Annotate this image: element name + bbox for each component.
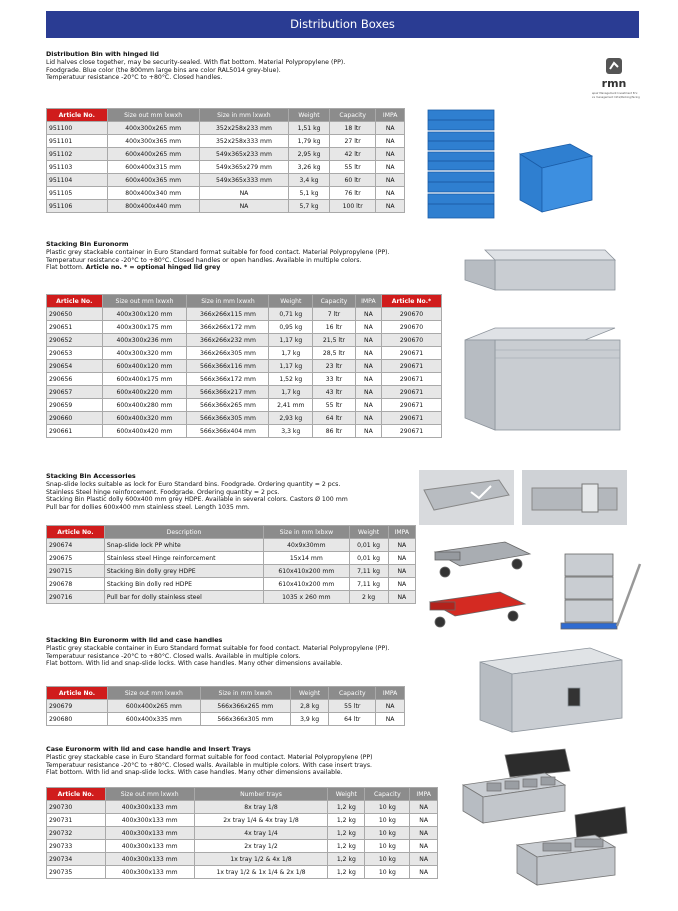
table-cell: 290732: [47, 827, 106, 840]
table-cell: 352x258x333 mm: [199, 135, 288, 148]
table-cell: 1x tray 1/2 & 4x 1/8: [194, 853, 327, 866]
company-logo: [592, 58, 642, 102]
table-row: [47, 174, 405, 187]
col-header: Article No.: [47, 687, 108, 700]
table-header-row: [47, 109, 405, 122]
table-cell: 86 ltr: [313, 425, 356, 438]
table-cell: 610x410x200 mm: [264, 565, 349, 578]
table-cell: 951101: [47, 135, 108, 148]
table-header-row: [47, 295, 442, 308]
table-cell: 1,2 kg: [328, 853, 365, 866]
table-cell: NA: [410, 840, 438, 853]
table-cell: 290670: [382, 334, 442, 347]
table-cell: 4x tray 1/4: [194, 827, 327, 840]
table-cell: 290670: [382, 321, 442, 334]
table-cell: 290730: [47, 801, 106, 814]
col-header: Size out mm lxwxh: [107, 109, 199, 122]
col-header: IMPA: [410, 788, 438, 801]
section-title: Stacking Bin Euronorm: [46, 240, 129, 248]
section-lid-case-handles: [46, 636, 446, 668]
table-row: [47, 591, 416, 604]
table-row: [47, 187, 405, 200]
table-cell: 290675: [47, 552, 105, 565]
table-cell: 23 ltr: [313, 360, 356, 373]
table-cell: 27 ltr: [329, 135, 375, 148]
table-cell: 951100: [47, 122, 108, 135]
section-description: Plastic grey stackable container in Euro Standard format suitable for food contact. Material Polypropylene (PP). Temperatuur resistance -20°C to +80°C. Closed walls. Available in multiple colors. Flat bottom. With lid and snap-slide locks. With case handles. Many other dimensions available.: [46, 645, 390, 667]
table-cell: Stacking Bin dolly red HDPE: [104, 578, 263, 591]
table-cell: 600x400x175 mm: [102, 373, 187, 386]
table-cell: 610x410x200 mm: [264, 578, 349, 591]
table-cell: 600x400x335 mm: [107, 713, 200, 726]
table-cell: 400x300x133 mm: [105, 814, 194, 827]
table-cell: 290671: [382, 412, 442, 425]
table-row: [47, 122, 405, 135]
table-cell: NA: [388, 578, 415, 591]
table-cell: NA: [376, 135, 405, 148]
table-cell: NA: [355, 360, 381, 373]
col-header: Article No.: [47, 526, 105, 539]
section-accessories: [46, 472, 446, 511]
table-cell: 600x400x280 mm: [102, 399, 187, 412]
table-cell: 5,7 kg: [289, 200, 330, 213]
table-cell: 549x365x233 mm: [199, 148, 288, 161]
table-row: [47, 578, 416, 591]
table-cell: Snap-slide lock PP white: [104, 539, 263, 552]
table-cell: NA: [388, 565, 415, 578]
section-description: Plastic grey stackable case in Euro Standard format suitable for food contact. Material Polypropylene (PP) Temperatuur resistance -20°C to +80°C. Closed walls. Available in multiple colors. With case insert trays. Flat bottom. With lid and snap-slide locks. With case handles. Many other dimensions available.: [46, 754, 373, 776]
section-title: Stacking Bin Euronorm with lid and case handles: [46, 636, 223, 644]
table-cell: Stainless steel Hinge reinforcement: [104, 552, 263, 565]
table-cell: NA: [355, 321, 381, 334]
table-distribution-bin: [46, 108, 405, 213]
table-cell: 566x366x305 mm: [187, 412, 269, 425]
snap-slide-lock-image: [419, 470, 514, 529]
table-cell: 1,17 kg: [269, 334, 313, 347]
table-cell: 290654: [47, 360, 103, 373]
table-cell: 951102: [47, 148, 108, 161]
table-cell: 290679: [47, 700, 108, 713]
table-cell: 5,1 kg: [289, 187, 330, 200]
table-cell: 400x300x133 mm: [105, 853, 194, 866]
col-header: Size in mm lxwxh: [200, 687, 290, 700]
table-cell: 290657: [47, 386, 103, 399]
table-cell: 1,2 kg: [328, 801, 365, 814]
table-cell: 800x400x340 mm: [107, 187, 199, 200]
table-cell: NA: [355, 399, 381, 412]
table-row: [47, 200, 405, 213]
table-cell: 400x300x133 mm: [105, 801, 194, 814]
grey-case-with-handles-image: [470, 640, 630, 742]
table-row: [47, 399, 442, 412]
table-row: [47, 161, 405, 174]
table-cell: 290671: [382, 360, 442, 373]
table-cell: 1,2 kg: [328, 840, 365, 853]
table-cell: 290659: [47, 399, 103, 412]
table-cell: 600x400x320 mm: [102, 412, 187, 425]
table-cell: 2,93 kg: [269, 412, 313, 425]
table-cell: 42 ltr: [329, 148, 375, 161]
table-cell: 16 ltr: [313, 321, 356, 334]
table-cell: 290716: [47, 591, 105, 604]
table-cell: 290735: [47, 866, 106, 879]
table-cell: 290661: [47, 425, 103, 438]
table-cell: 10 kg: [365, 853, 410, 866]
table-cell: 566x366x116 mm: [187, 360, 269, 373]
table-cell: NA: [388, 591, 415, 604]
table-cell: 2x tray 1/2: [194, 840, 327, 853]
table-cell: NA: [410, 814, 438, 827]
section-description: Lid halves close together, may be security-sealed. With flat bottom. Material Polypropylene (PP). Foodgrade. Blue color (the 800mm large bins are color RAL5014 grey-blue). Temperatuur resistance -20°C to +80°C. Closed handles.: [46, 59, 346, 81]
table-header-row: [47, 687, 405, 700]
table-cell: 400x300x175 mm: [102, 321, 187, 334]
table-insert-trays: [46, 787, 438, 879]
table-header-row: [47, 526, 416, 539]
table-cell: 600x400x365 mm: [107, 174, 199, 187]
table-cell: 10 kg: [365, 866, 410, 879]
table-cell: 290653: [47, 347, 103, 360]
table-cell: NA: [376, 148, 405, 161]
table-cell: 400x300x133 mm: [105, 866, 194, 879]
table-cell: 566x366x404 mm: [187, 425, 269, 438]
table-cell: 2x tray 1/4 & 4x tray 1/8: [194, 814, 327, 827]
logo-mark: rmn: [601, 77, 627, 90]
table-row: [47, 539, 416, 552]
table-cell: 400x300x120 mm: [102, 308, 187, 321]
table-cell: 55 ltr: [329, 161, 375, 174]
blue-distribution-bins-image: [420, 104, 600, 228]
table-cell: 566x366x265 mm: [187, 399, 269, 412]
table-row: [47, 853, 438, 866]
table-cell: 290650: [47, 308, 103, 321]
table-row: [47, 552, 416, 565]
table-cell: 566x366x305 mm: [200, 713, 290, 726]
table-cell: 352x258x233 mm: [199, 122, 288, 135]
table-cell: 290671: [382, 373, 442, 386]
table-cell: 400x300x365 mm: [107, 135, 199, 148]
table-row: [47, 148, 405, 161]
table-cell: NA: [376, 174, 405, 187]
table-cell: 400x300x236 mm: [102, 334, 187, 347]
table-cell: 21,5 ltr: [313, 334, 356, 347]
col-header: Article No.: [47, 295, 103, 308]
table-cell: 600x400x315 mm: [107, 161, 199, 174]
table-cell: 366x266x232 mm: [187, 334, 269, 347]
table-lid-case-handles: [46, 686, 405, 726]
table-cell: NA: [410, 866, 438, 879]
table-cell: 290656: [47, 373, 103, 386]
table-cell: 1,17 kg: [269, 360, 313, 373]
col-header: Weight: [349, 526, 388, 539]
section-title: Case Euronorm with lid and case handle and Insert Trays: [46, 745, 251, 753]
table-cell: NA: [355, 347, 381, 360]
table-row: [47, 713, 405, 726]
table-cell: 549x365x279 mm: [199, 161, 288, 174]
table-cell: 0,95 kg: [269, 321, 313, 334]
table-cell: 366x266x115 mm: [187, 308, 269, 321]
table-cell: 3,26 kg: [289, 161, 330, 174]
table-cell: 8x tray 1/8: [194, 801, 327, 814]
col-header: Capacity: [329, 109, 375, 122]
table-row: [47, 814, 438, 827]
col-header: Capacity: [365, 788, 410, 801]
dollies-and-pull-bar-image: [425, 534, 650, 640]
table-cell: 3,9 kg: [290, 713, 329, 726]
table-accessories: [46, 525, 416, 604]
section-description: Plastic grey stackable container in Euro Standard format suitable for food contact. Material Polypropylene (PP). Temperatuur resistance -20°C to +80°C. Closed handles or open handles. Available in multiple colors. Flat bottom. Article no. * = optional hinged lid grey: [46, 249, 390, 271]
col-header: Weight: [290, 687, 329, 700]
table-cell: 10 kg: [365, 801, 410, 814]
table-cell: 2,8 kg: [290, 700, 329, 713]
section-distribution-bin: [46, 50, 446, 82]
table-cell: NA: [376, 200, 405, 213]
table-cell: 290671: [382, 399, 442, 412]
table-cell: NA: [376, 161, 405, 174]
table-cell: 290670: [382, 308, 442, 321]
table-cell: 290671: [382, 347, 442, 360]
table-cell: 55 ltr: [329, 700, 376, 713]
table-cell: 7,11 kg: [349, 565, 388, 578]
table-cell: 15x14 mm: [264, 552, 349, 565]
col-header: Size out mm lxwxh: [102, 295, 187, 308]
table-cell: 290680: [47, 713, 108, 726]
table-cell: NA: [376, 713, 405, 726]
table-row: [47, 565, 416, 578]
section-stacking-bin: [46, 240, 446, 272]
table-cell: NA: [355, 308, 381, 321]
table-cell: NA: [355, 412, 381, 425]
table-cell: 10 kg: [365, 814, 410, 827]
table-cell: NA: [410, 801, 438, 814]
table-cell: 290733: [47, 840, 106, 853]
table-cell: 600x400x265 mm: [107, 700, 200, 713]
col-header: IMPA: [355, 295, 381, 308]
hinge-reinforcement-image: [522, 470, 627, 529]
table-cell: 1,7 kg: [269, 386, 313, 399]
table-cell: Pull bar for dolly stainless steel: [104, 591, 263, 604]
table-cell: 951104: [47, 174, 108, 187]
table-cell: NA: [355, 386, 381, 399]
table-cell: NA: [355, 334, 381, 347]
table-cell: 3,4 kg: [289, 174, 330, 187]
table-cell: 1,2 kg: [328, 827, 365, 840]
section-title: Distribution Bin with hinged lid: [46, 50, 159, 58]
table-cell: 951106: [47, 200, 108, 213]
table-cell: 600x400x220 mm: [102, 386, 187, 399]
table-cell: 290652: [47, 334, 103, 347]
section-title: Stacking Bin Accessories: [46, 472, 136, 480]
table-cell: 40x9x30mm: [264, 539, 349, 552]
col-header: Size out mm lxwxh: [105, 788, 194, 801]
cases-with-insert-trays-image: [455, 745, 635, 901]
table-header-row: [47, 788, 438, 801]
table-cell: 290715: [47, 565, 105, 578]
table-row: [47, 373, 442, 386]
table-cell: 400x300x265 mm: [107, 122, 199, 135]
table-cell: NA: [410, 853, 438, 866]
table-cell: 566x366x172 mm: [187, 373, 269, 386]
table-cell: 600x400x120 mm: [102, 360, 187, 373]
col-header: IMPA: [376, 687, 405, 700]
table-cell: 43 ltr: [313, 386, 356, 399]
table-cell: 290651: [47, 321, 103, 334]
table-cell: 1035 x 260 mm: [264, 591, 349, 604]
table-cell: NA: [199, 200, 288, 213]
col-header: Article No.*: [382, 295, 442, 308]
table-cell: 7,11 kg: [349, 578, 388, 591]
col-header: IMPA: [388, 526, 415, 539]
table-cell: 566x366x265 mm: [200, 700, 290, 713]
col-header: Article No.: [47, 109, 108, 122]
table-cell: NA: [376, 187, 405, 200]
table-cell: 1,51 kg: [289, 122, 330, 135]
table-cell: 290678: [47, 578, 105, 591]
table-cell: 600x400x420 mm: [102, 425, 187, 438]
col-header: Article No.: [47, 788, 106, 801]
table-cell: 64 ltr: [313, 412, 356, 425]
section-insert-trays: [46, 745, 446, 777]
table-cell: 400x300x320 mm: [102, 347, 187, 360]
table-row: [47, 827, 438, 840]
table-cell: 290660: [47, 412, 103, 425]
table-cell: 10 kg: [365, 827, 410, 840]
table-cell: 2 kg: [349, 591, 388, 604]
table-cell: NA: [199, 187, 288, 200]
col-header: Size in mm lxwxh: [187, 295, 269, 308]
table-row: [47, 425, 442, 438]
table-cell: NA: [388, 552, 415, 565]
table-cell: 0,01 kg: [349, 552, 388, 565]
table-cell: 1,2 kg: [328, 866, 365, 879]
table-cell: 1,2 kg: [328, 814, 365, 827]
table-cell: 951105: [47, 187, 108, 200]
table-cell: 400x300x133 mm: [105, 840, 194, 853]
table-row: [47, 334, 442, 347]
table-cell: 366x266x172 mm: [187, 321, 269, 334]
col-header: Weight: [328, 788, 365, 801]
table-cell: 60 ltr: [329, 174, 375, 187]
table-row: [47, 321, 442, 334]
table-row: [47, 700, 405, 713]
table-cell: 0,01 kg: [349, 539, 388, 552]
table-cell: 1,7 kg: [269, 347, 313, 360]
table-cell: 33 ltr: [313, 373, 356, 386]
page-banner: Distribution Boxes: [46, 11, 639, 38]
table-cell: 10 kg: [365, 840, 410, 853]
table-row: [47, 866, 438, 879]
table-cell: 1,79 kg: [289, 135, 330, 148]
table-cell: 366x266x305 mm: [187, 347, 269, 360]
table-cell: 549x365x333 mm: [199, 174, 288, 187]
table-cell: 3,3 kg: [269, 425, 313, 438]
col-header: Size in mm lxwxh: [199, 109, 288, 122]
table-row: [47, 386, 442, 399]
table-row: [47, 840, 438, 853]
table-cell: 566x366x217 mm: [187, 386, 269, 399]
table-cell: 600x400x265 mm: [107, 148, 199, 161]
col-header: Weight: [269, 295, 313, 308]
section-description: Snap-slide locks suitable as lock for Euro Standard bins. Foodgrade. Ordering quantity = 2 pcs. Stainless Steel hinge reinforcement. Foodgrade. Ordering quantity = 2 pcs. Stacking Bin Plastic dolly 600x400 mm grey HDPE. Available in several colors. Castors Ø 100 mm Pull bar for dollies 600x400 mm stainless steel. Length 1035 mm.: [46, 481, 348, 511]
table-cell: 290734: [47, 853, 106, 866]
table-cell: 290671: [382, 425, 442, 438]
col-header: Description: [104, 526, 263, 539]
table-row: [47, 412, 442, 425]
table-cell: 100 ltr: [329, 200, 375, 213]
col-header: Size out mm lxwxh: [107, 687, 200, 700]
table-cell: 2,41 mm: [269, 399, 313, 412]
table-stacking-bin: [46, 294, 442, 438]
col-header: Size in mm lxbxw: [264, 526, 349, 539]
col-header: Capacity: [313, 295, 356, 308]
col-header: Capacity: [329, 687, 376, 700]
table-row: [47, 801, 438, 814]
table-cell: 1,52 kg: [269, 373, 313, 386]
logo-line1: Repair Management Investment B.V.: [592, 92, 638, 95]
table-cell: 28,5 ltr: [313, 347, 356, 360]
table-cell: NA: [355, 425, 381, 438]
table-cell: 290731: [47, 814, 106, 827]
table-cell: 800x400x440 mm: [107, 200, 199, 213]
table-cell: 0,71 kg: [269, 308, 313, 321]
logo-line2: Store management Infra/Packing/facing: [592, 96, 640, 99]
table-cell: 18 ltr: [329, 122, 375, 135]
table-cell: NA: [355, 373, 381, 386]
table-cell: NA: [410, 827, 438, 840]
col-header: IMPA: [376, 109, 405, 122]
table-cell: 1x tray 1/2 & 1x 1/4 & 2x 1/8: [194, 866, 327, 879]
table-row: [47, 360, 442, 373]
table-cell: 400x300x133 mm: [105, 827, 194, 840]
table-cell: 64 ltr: [329, 713, 376, 726]
table-row: [47, 347, 442, 360]
col-header: Number trays: [194, 788, 327, 801]
table-cell: NA: [388, 539, 415, 552]
table-cell: 951103: [47, 161, 108, 174]
table-cell: 290674: [47, 539, 105, 552]
table-cell: Stacking Bin dolly grey HDPE: [104, 565, 263, 578]
grey-stacking-bins-image: [455, 240, 635, 444]
table-cell: NA: [376, 122, 405, 135]
table-row: [47, 308, 442, 321]
table-cell: 7 ltr: [313, 308, 356, 321]
table-cell: NA: [376, 700, 405, 713]
table-cell: 290671: [382, 386, 442, 399]
table-cell: 55 ltr: [313, 399, 356, 412]
table-cell: 76 ltr: [329, 187, 375, 200]
table-row: [47, 135, 405, 148]
col-header: Weight: [289, 109, 330, 122]
table-cell: 2,95 kg: [289, 148, 330, 161]
